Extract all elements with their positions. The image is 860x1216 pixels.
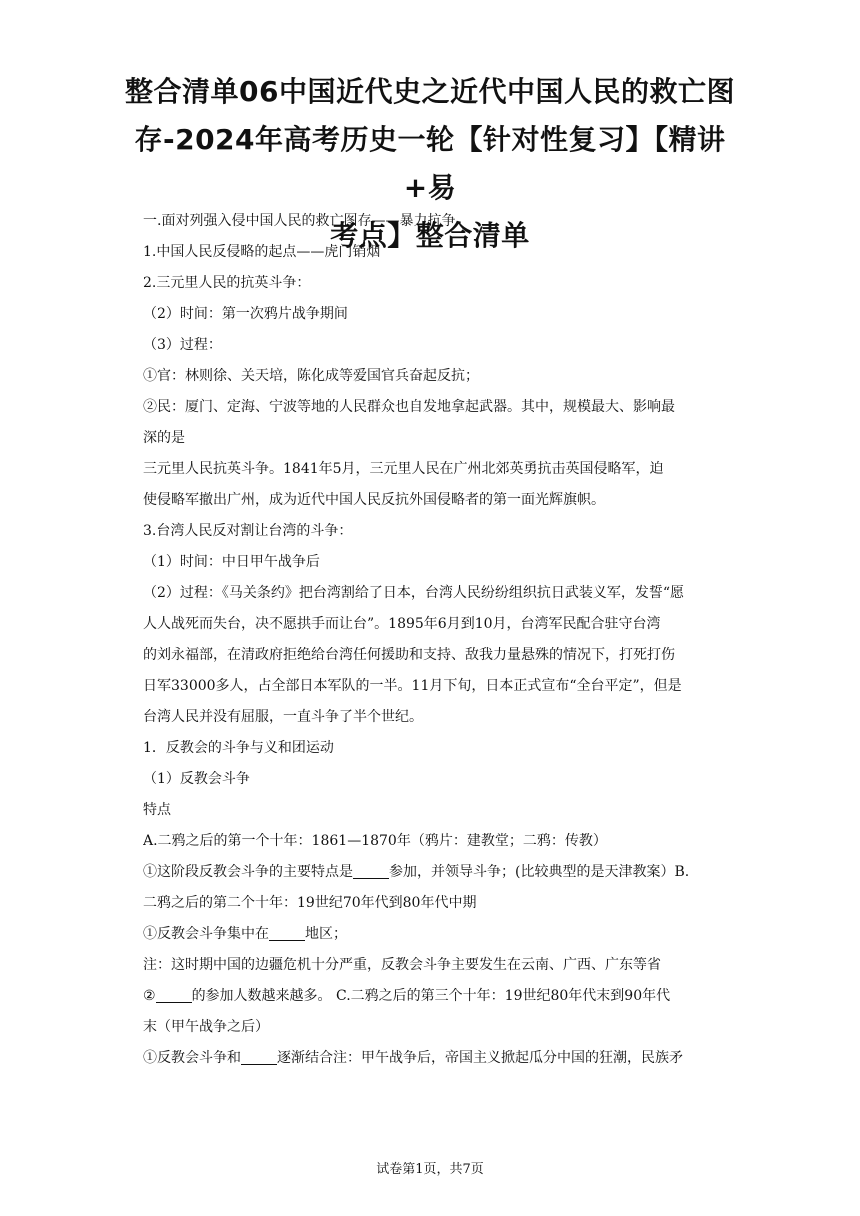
paragraph-line [143, 1043, 718, 1074]
title-line-1: 整合清单06中国近代史之近代中国人民的救亡图 [125, 75, 735, 108]
text-segment: ①反教会斗争集中在 [143, 926, 269, 942]
text-segment: 地区； [305, 926, 347, 942]
paragraph-line: 二鸦之后的第二个十年：19世纪70年代到80年代中期 [143, 895, 477, 911]
paragraph-line: ②民：厦门、定海、宁波等地的人民群众也自发地拿起武器。其中，规模最大、影响最 [143, 399, 675, 415]
paragraph-line [143, 857, 718, 888]
paragraph-line: 使侵略军撤出广州，成为近代中国人民反抗外国侵略者的第一面光辉旗帜。 [143, 492, 605, 508]
paragraph-line: 1.中国人民反侵略的起点——虎门销烟 [143, 244, 381, 260]
section-heading: 一.面对列强入侵中国人民的救亡图存——暴力抗争 [143, 213, 456, 229]
paragraph-line: （1）时间：中日甲午战争后 [143, 554, 320, 570]
paragraph-line: 3.台湾人民反对割让台湾的斗争： [143, 523, 353, 539]
paragraph-line: 2.三元里人民的抗英斗争： [143, 275, 311, 291]
page-footer: 试卷第1页，共7页 [376, 1162, 484, 1177]
paragraph-line: 三元里人民抗英斗争。1841年5月，三元里人民在广州北郊英勇抗击英国侵略军，迫 [143, 461, 664, 477]
paragraph-line: 台湾人民并没有屈服，一直斗争了半个世纪。 [143, 709, 423, 725]
paragraph-line [143, 919, 718, 950]
paragraph-line: （3）过程： [143, 337, 222, 353]
paragraph-line: 人人战死而失台，决不愿拱手而让台”。1895年6月到10月，台湾军民配合驻守台湾 [143, 616, 661, 632]
text-segment: ①这阶段反教会斗争的主要特点是 [143, 864, 353, 880]
paragraph-line [143, 981, 718, 1012]
paragraph-line: （2）时间：第一次鸦片战争期间 [143, 306, 348, 322]
title-line-2: 存-2024年高考历史一轮【针对性复习】【精讲+易 [134, 123, 726, 204]
title-line-3: 考点】整合清单 [330, 219, 530, 252]
text-segment: ② [143, 988, 156, 1004]
paragraph-line: 末（甲午战争之后） [143, 1019, 269, 1035]
fill-in-blank [156, 986, 192, 1003]
paragraph-line: ①官：林则徐、关天培，陈化成等爱国官兵奋起反抗； [143, 368, 479, 384]
text-segment: 参加，并领导斗争；(比较典型的是天津教案）B. [389, 864, 690, 880]
text-segment: 的参加人数越来越多。 C.二鸦之后的第三个十年：19世纪80年代末到90年代 [191, 988, 671, 1004]
document-body [143, 206, 718, 1074]
text-segment: 逐渐结合注：甲午战争后，帝国主义掀起瓜分中国的狂潮，民族矛 [277, 1050, 683, 1066]
paragraph-line: 1．反教会的斗争与义和团运动 [143, 740, 334, 756]
paragraph-line: 注：这时期中国的边疆危机十分严重，反教会斗争主要发生在云南、广西、广东等省 [143, 957, 661, 973]
paragraph-line: 日军33000多人，占全部日本军队的一半。11月下旬，日本正式宣布“全台平定”，但是 [143, 678, 682, 694]
fill-in-blank [241, 1048, 277, 1065]
paragraph-line: （2）过程：《马关条约》把台湾割给了日本，台湾人民纷纷组织抗日武装义军，发誓“愿 [143, 585, 685, 601]
fill-in-blank [353, 862, 389, 879]
text-segment: ①反教会斗争和 [143, 1050, 241, 1066]
paragraph-line: 特点 [143, 802, 171, 818]
paragraph-line: （1）反教会斗争 [143, 771, 250, 787]
paragraph-line: A.二鸦之后的第一个十年：1861—1870年（鸦片：建教堂；二鸦：传教） [143, 833, 607, 849]
fill-in-blank [269, 924, 305, 941]
paragraph-line: 深的是 [143, 430, 185, 446]
paragraph-line: 的刘永福部，在清政府拒绝给台湾任何援助和支持、敌我力量悬殊的情况下，打死打伤 [143, 647, 675, 663]
